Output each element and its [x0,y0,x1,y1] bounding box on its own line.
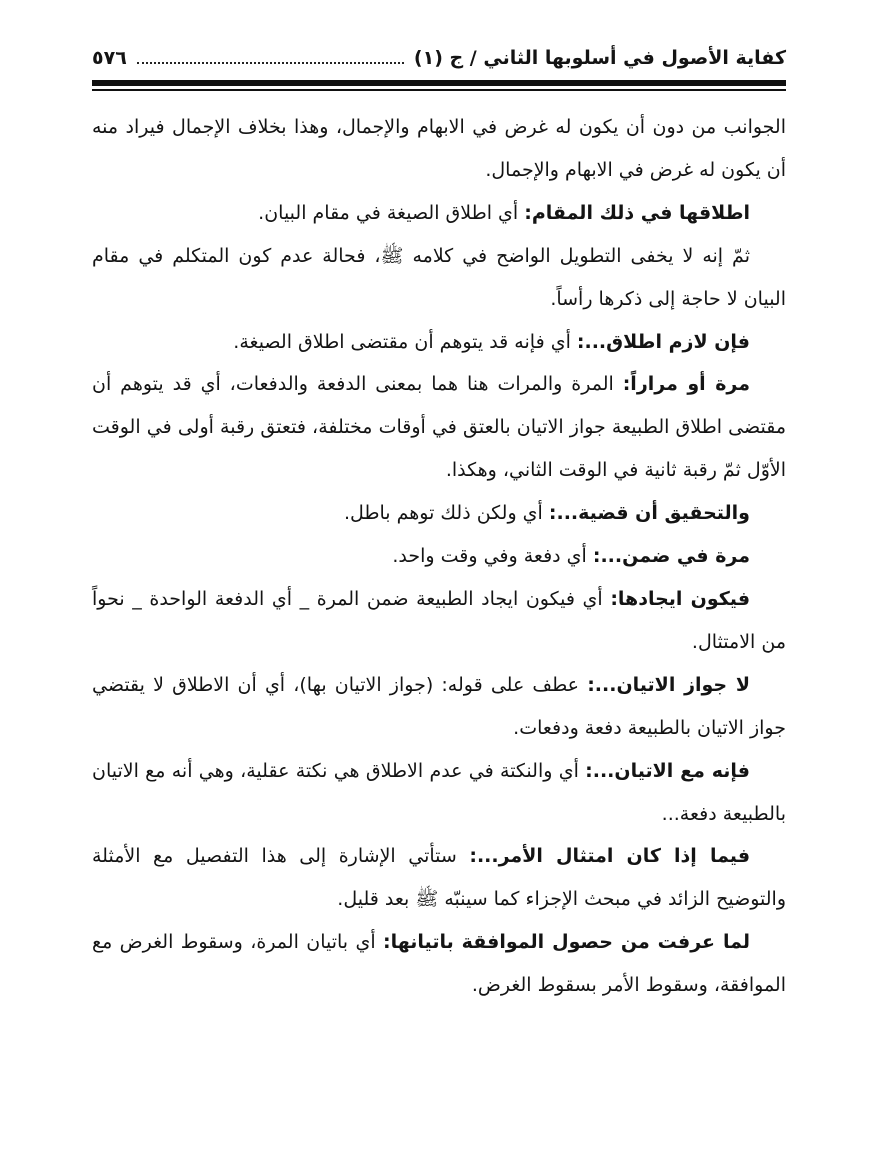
lemma: لا جواز الاتيان...: [587,673,751,696]
paragraph-text: الجوانب من دون أن يكون له غرض في الابهام والإجمال، وهذا بخلاف الإجمال فيراد منه أن يكون له غرض في الابهام والإجمال. [92,116,786,181]
paragraph-text: أي ولكن ذلك توهم باطل. [343,502,549,525]
header-rule-thick [92,80,786,86]
paragraph-text: أي فيكون ايجاد الطبيعة ضمن المرة _ أي الدفعة الواحدة _ نحواً من الامتثال. [92,587,786,653]
header-rule-thin [92,89,786,91]
paragraph [92,492,786,535]
paragraph [92,750,786,836]
paragraph-text: أي اطلاق الصيغة في مقام البيان. [258,201,525,224]
paragraph [92,535,786,578]
paragraph [92,921,786,1007]
page-header [92,38,786,78]
lemma: مرة في ضمن...: [592,545,750,568]
paragraph-text: ثمّ إنه لا يخفى التطويل الواضح في كلامه ﷺ، فحالة عدم كون المتكلم في مقام البيان لا حاجة إلى ذكرها رأساً. [92,244,786,310]
paragraph [92,321,786,364]
lemma: والتحقيق أن قضية...: [548,502,750,525]
paragraph [92,835,786,921]
paragraph-text: ستأتي الإشارة إلى هذا التفصيل مع الأمثلة والتوضيح الزائد في مبحث الإجزاء كما سينبّه ﷺ بعد قليل. [92,845,786,911]
lemma: فإنه مع الاتيان...: [585,759,751,782]
paragraph [92,192,786,235]
paragraph [92,578,786,664]
lemma: لما عرفت من حصول الموافقة باتيانها: [383,931,751,954]
paragraph [92,664,786,750]
running-title: كفاية الأصول في أسلوبها الثاني / ج (١) [413,47,786,69]
paragraph [92,363,786,492]
lemma: فيكون ايجادها: [610,587,751,610]
lemma: اطلاقها في ذلك المقام: [524,201,750,224]
header-dot-leader [137,62,404,64]
lemma: مرة أو مراراً: [622,373,750,396]
paragraph-text: أي دفعة وفي وقت واحد. [392,545,593,568]
paragraph-text: أي فإنه قد يتوهم أن مقتضى اطلاق الصيغة. [233,330,577,353]
paragraph [92,106,786,192]
paragraph-text: أي والنكتة في عدم الاطلاق هي نكتة عقلية، وهي أنه مع الاتيان بالطبيعة دفعة... [92,759,786,825]
paragraph-text: عطف على قوله: (جواز الاتيان بها)، أي أن الاطلاق لا يقتضي جواز الاتيان بالطبيعة دفعة ودفعات. [92,673,786,739]
lemma: فيما إذا كان امتثال الأمر...: [469,845,751,868]
paragraph-text: المرة والمرات هنا هما بمعنى الدفعة والدفعات، أي قد يتوهم أن مقتضى اطلاق الطبيعة جواز الاتيان بالعتق في أوقات مختلفة، فتعتق رقبة أولى في الوقت الأوّل ثمّ رقبة ثانية في الوقت الثاني، وهكذا. [92,373,786,482]
body-text [92,106,786,1007]
lemma: فإن لازم اطلاق...: [576,330,750,353]
paragraph [92,235,786,321]
page-number: ٥٧٦ [92,47,127,69]
paragraph-text: أي باتيان المرة، وسقوط الغرض مع الموافقة، وسقوط الأمر بسقوط الغرض. [92,931,786,997]
